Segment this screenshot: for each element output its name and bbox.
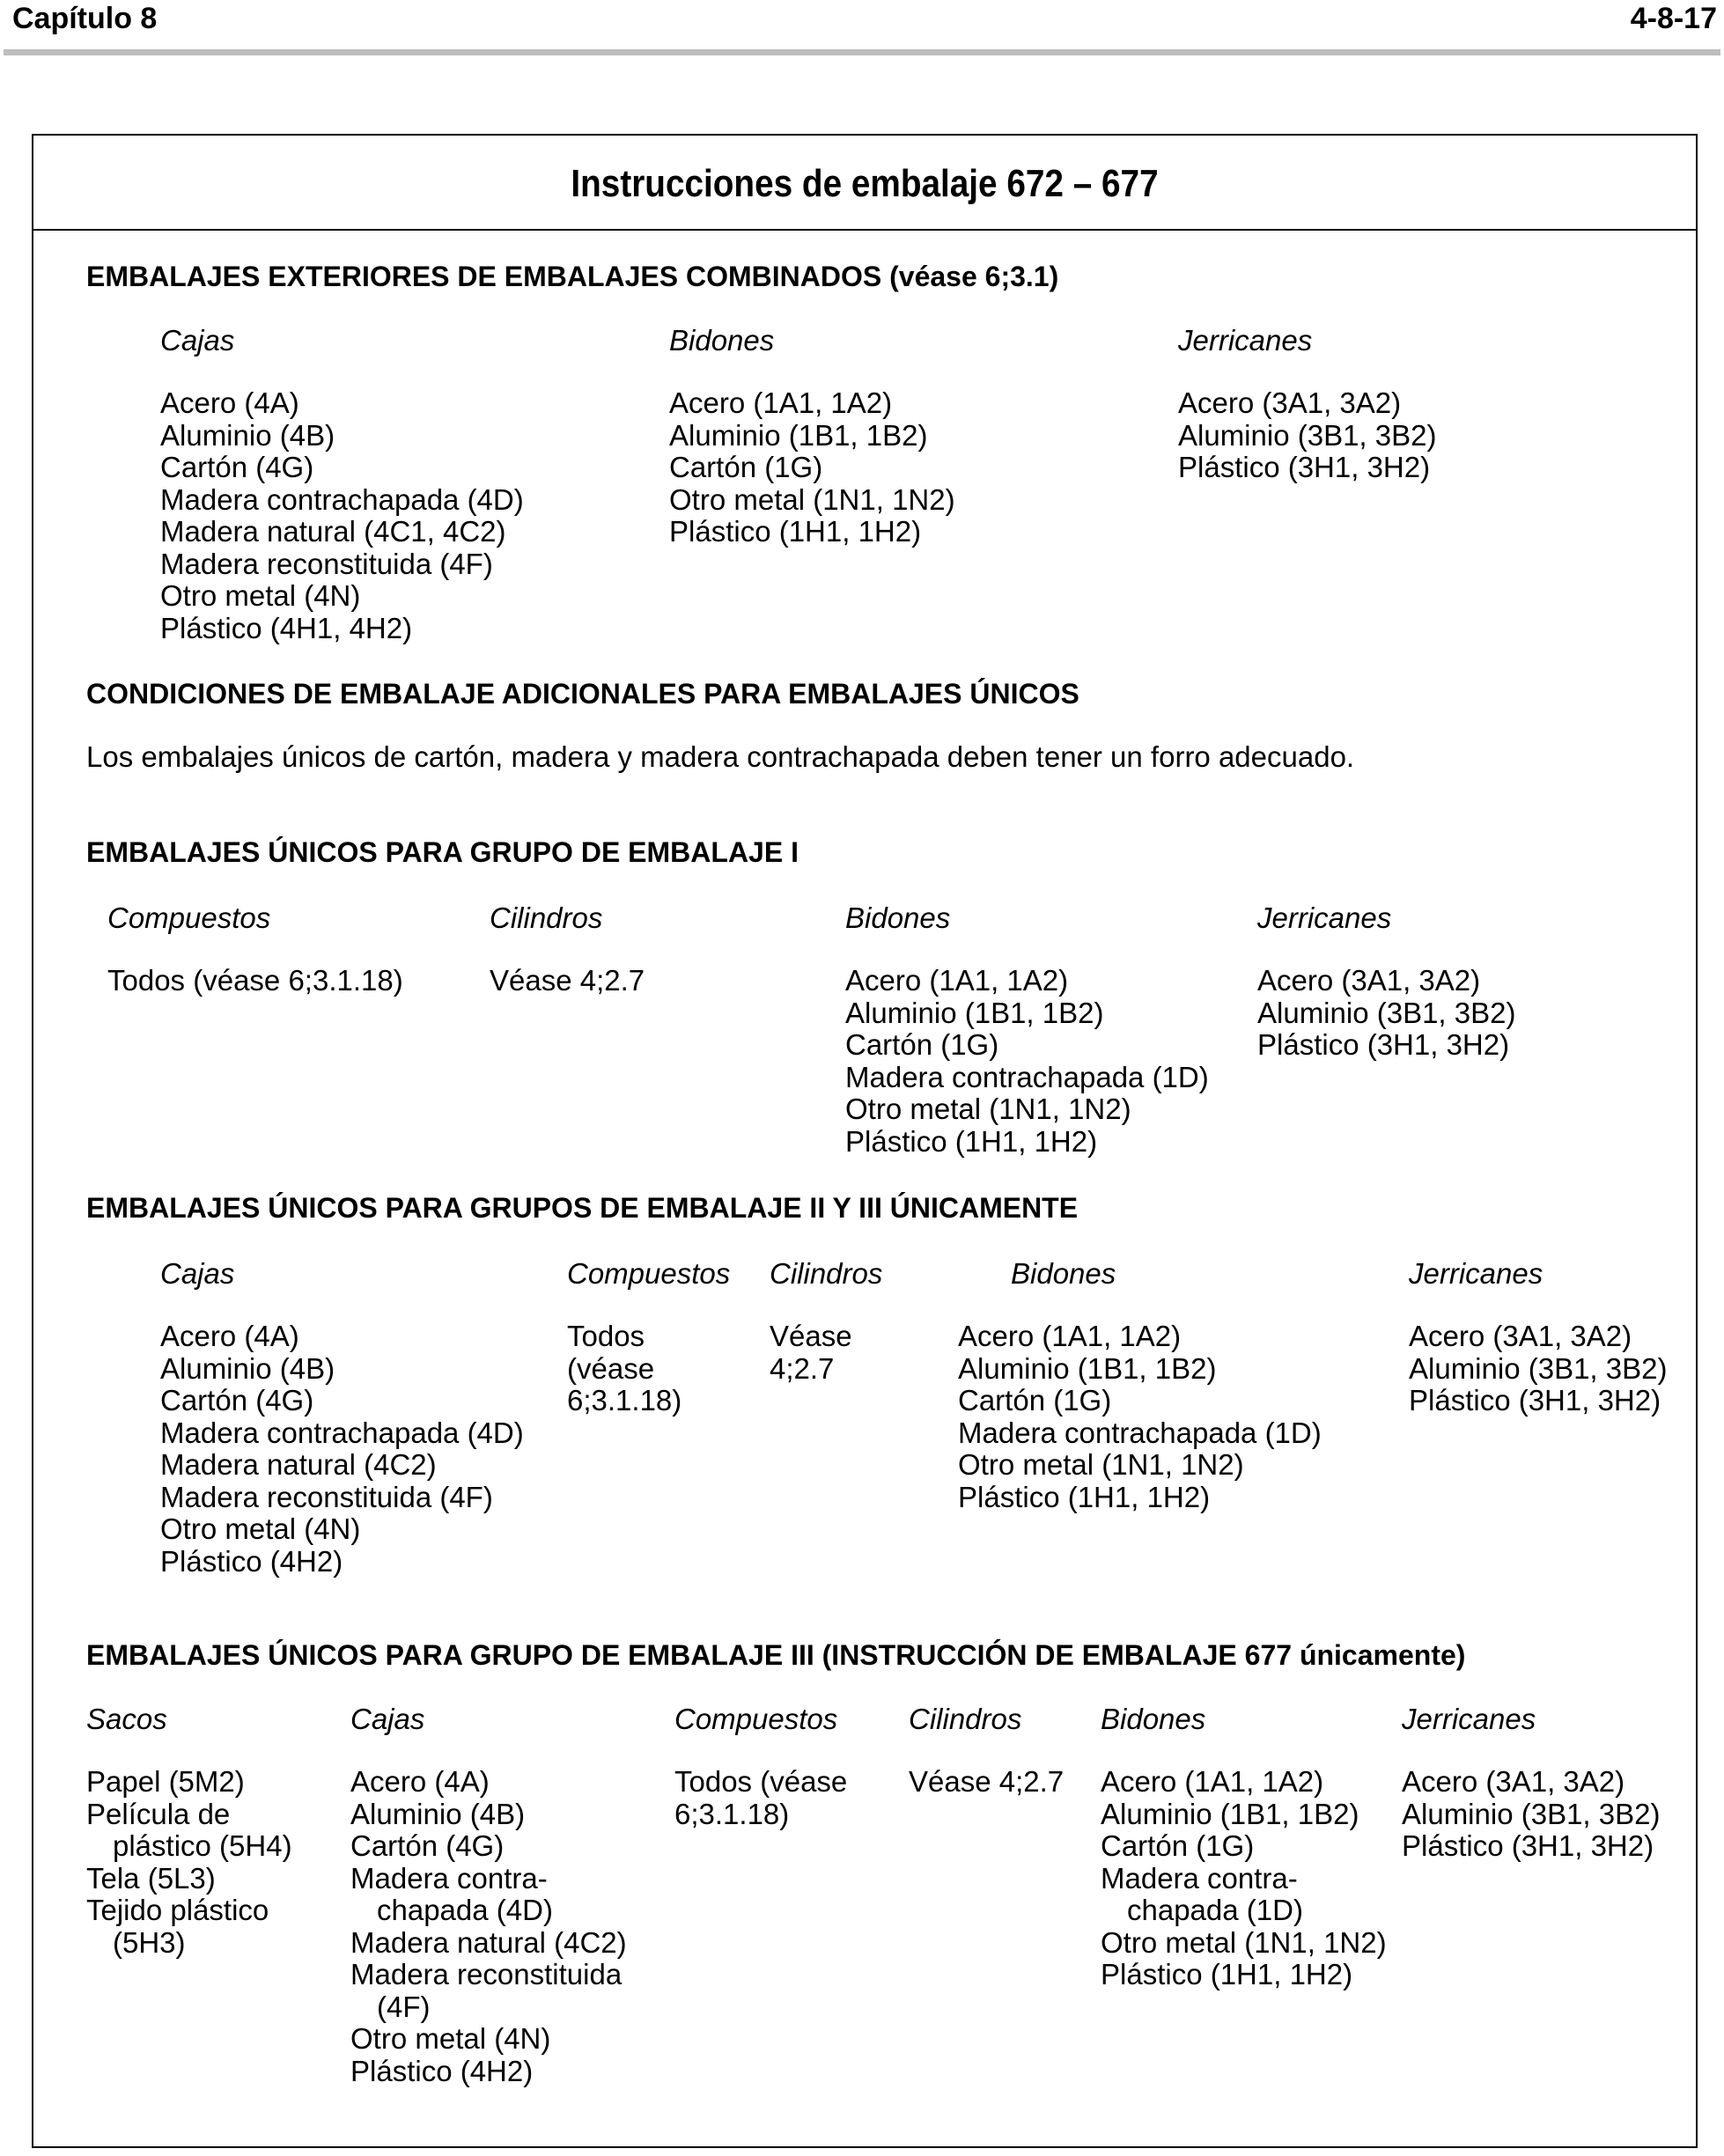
list-item: Madera reconstituida	[350, 1958, 623, 1990]
list-item: Véase	[770, 1320, 852, 1352]
list-item: Madera reconstituida (4F)	[160, 1480, 493, 1513]
s4-col-cajas-head: Cajas	[160, 1257, 235, 1290]
s5-col-jerricanes-list	[1402, 1766, 1660, 1863]
list-item: Cartón (4G)	[350, 1829, 505, 1862]
list-item: Plástico (4H1, 4H2)	[160, 611, 413, 644]
list-item: Aluminio (1B1, 1B2)	[1101, 1797, 1359, 1830]
s5-col-sacos-list	[86, 1766, 292, 1959]
list-item: Plástico (1H1, 1H2)	[669, 515, 922, 548]
list-item: Plástico (1H1, 1H2)	[958, 1480, 1211, 1513]
s5-col-cilindros-head: Cilindros	[909, 1703, 1022, 1735]
s1-col-bidones-list	[669, 387, 955, 548]
list-item: Acero (3A1, 3A2)	[1409, 1320, 1632, 1352]
list-item: plástico (5H4)	[113, 1829, 292, 1862]
list-item: (5H3)	[113, 1925, 186, 1959]
section5-heading: EMBALAJES ÚNICOS PARA GRUPO DE EMBALAJE III (INSTRUCCIÓN DE EMBALAJE 677 únicamente)	[86, 1639, 1466, 1671]
s5-col-bidones-head: Bidones	[1101, 1703, 1206, 1735]
s5-col-cajas-list	[350, 1766, 627, 2087]
list-item: Otro metal (1N1, 1N2)	[845, 1093, 1131, 1125]
s1-col-cajas-list	[160, 387, 524, 644]
section1-heading: EMBALAJES EXTERIORES DE EMBALAJES COMBINADOS (véase 6;3.1)	[86, 261, 1059, 292]
list-item: Cartón (1G)	[1101, 1829, 1255, 1862]
list-item: chapada (1D)	[1127, 1894, 1303, 1926]
list-item: Aluminio (1B1, 1B2)	[669, 418, 928, 452]
list-item: Madera contrachapada (4D)	[160, 1416, 524, 1449]
list-item: 6;3.1.18)	[674, 1797, 790, 1830]
header-rule	[4, 49, 1720, 55]
list-item: Tela (5L3)	[86, 1861, 216, 1895]
list-item: (4F)	[377, 1990, 431, 2023]
list-item: Aluminio (4B)	[160, 418, 335, 452]
list-item: Acero (4A)	[350, 1765, 490, 1798]
s5-col-cilindros-list	[909, 1766, 1064, 1799]
list-item: Madera contrachapada (1D)	[845, 1060, 1209, 1093]
list-item: Aluminio (3B1, 3B2)	[1402, 1797, 1661, 1830]
list-item: Plástico (1H1, 1H2)	[845, 1124, 1098, 1158]
s5-col-bidones-list	[1101, 1766, 1387, 1991]
s3-col-bidones-list	[845, 965, 1209, 1158]
list-item: Madera contrachapada (4D)	[160, 482, 524, 516]
section3-heading: EMBALAJES ÚNICOS PARA GRUPO DE EMBALAJE I	[86, 836, 799, 868]
s4-col-cilindros-list	[770, 1321, 852, 1385]
list-item: (véase	[567, 1351, 655, 1385]
section2-text: Los embalajes únicos de cartón, madera y madera contrachapada deben tener un forro adecuado.	[86, 740, 1355, 773]
list-item: Papel (5M2)	[86, 1765, 245, 1798]
list-item: Aluminio (4B)	[350, 1797, 526, 1830]
instructions-box	[32, 134, 1698, 2148]
s4-col-jerricanes-list	[1409, 1321, 1667, 1417]
list-item: Aluminio (4B)	[160, 1351, 335, 1385]
list-item: Todos	[567, 1320, 645, 1352]
list-item: Otro metal (1N1, 1N2)	[1101, 1925, 1387, 1959]
s4-col-compuestos-list	[567, 1321, 681, 1417]
s5-col-sacos-head: Sacos	[86, 1703, 167, 1735]
list-item: Cartón (1G)	[845, 1028, 999, 1061]
list-item: Tejido plástico	[86, 1894, 269, 1926]
list-item: Acero (1A1, 1A2)	[1101, 1765, 1324, 1798]
list-item: Aluminio (3B1, 3B2)	[1257, 996, 1516, 1029]
list-item: Aluminio (1B1, 1B2)	[958, 1351, 1217, 1385]
list-item: Madera natural (4C2)	[350, 1925, 627, 1959]
s1-col-jerricanes-list	[1178, 387, 1436, 484]
list-item: Madera natural (4C2)	[160, 1448, 437, 1481]
s3-col-jerricanes-list	[1257, 965, 1515, 1062]
list-item: Acero (1A1, 1A2)	[669, 386, 893, 419]
list-item: Madera contra-	[350, 1861, 548, 1895]
list-item: Otro metal (1N1, 1N2)	[958, 1448, 1244, 1481]
list-item: Cartón (4G)	[160, 451, 314, 483]
s4-col-bidones-list	[958, 1321, 1322, 1513]
list-item: Plástico (3H1, 3H2)	[1402, 1829, 1654, 1862]
list-item: Otro metal (4N)	[160, 1512, 361, 1545]
list-item: Madera natural (4C1, 4C2)	[160, 515, 506, 548]
list-item: Cartón (1G)	[958, 1384, 1112, 1416]
s1-col-bidones-head: Bidones	[669, 324, 775, 357]
list-item: Véase 4;2.7	[909, 1765, 1065, 1798]
list-item: Acero (3A1, 3A2)	[1402, 1765, 1625, 1798]
page-header	[0, 0, 1724, 62]
s4-col-jerricanes-head: Jerricanes	[1409, 1257, 1543, 1290]
list-item: Cartón (1G)	[669, 451, 823, 483]
list-item: Véase 4;2.7	[490, 964, 645, 997]
list-item: Acero (4A)	[160, 1320, 299, 1352]
list-item: Aluminio (1B1, 1B2)	[845, 996, 1104, 1029]
list-item: Plástico (1H1, 1H2)	[1101, 1958, 1353, 1990]
chapter-label: Capítulo 8	[12, 2, 158, 35]
list-item: Todos (véase	[674, 1765, 848, 1798]
date-label: 4-8-17	[1630, 2, 1717, 35]
list-item: Película de	[86, 1797, 231, 1830]
list-item: Cartón (4G)	[160, 1384, 314, 1416]
s1-col-cajas-head: Cajas	[160, 324, 235, 357]
list-item: Acero (3A1, 3A2)	[1178, 386, 1402, 419]
list-item: chapada (4D)	[377, 1894, 553, 1926]
s4-col-compuestos-head: Compuestos	[567, 1257, 731, 1290]
list-item: Acero (1A1, 1A2)	[845, 964, 1069, 997]
list-item: Otro metal (4N)	[160, 579, 361, 612]
title-row	[33, 136, 1696, 231]
list-item: Acero (3A1, 3A2)	[1257, 964, 1481, 997]
list-item: Plástico (3H1, 3H2)	[1178, 451, 1431, 483]
list-item: Plástico (4H2)	[160, 1544, 343, 1578]
list-item: Plástico (3H1, 3H2)	[1257, 1028, 1510, 1061]
list-item: Plástico (3H1, 3H2)	[1409, 1384, 1661, 1416]
s5-col-jerricanes-head: Jerricanes	[1402, 1703, 1536, 1735]
list-item: Aluminio (3B1, 3B2)	[1178, 418, 1437, 452]
s3-col-compuestos-head: Compuestos	[107, 901, 271, 934]
list-item: Todos (véase 6;3.1.18)	[107, 964, 403, 997]
s3-col-bidones-head: Bidones	[845, 901, 951, 934]
s4-col-cajas-list	[160, 1321, 524, 1578]
s3-col-compuestos-list	[107, 965, 403, 997]
s3-col-jerricanes-head: Jerricanes	[1257, 901, 1392, 934]
s1-col-jerricanes-head: Jerricanes	[1178, 324, 1313, 357]
section4-heading: EMBALAJES ÚNICOS PARA GRUPOS DE EMBALAJE II Y III ÚNICAMENTE	[86, 1192, 1079, 1224]
list-item: Madera reconstituida (4F)	[160, 547, 493, 580]
section2-heading: CONDICIONES DE EMBALAJE ADICIONALES PARA EMBALAJES ÚNICOS	[86, 678, 1079, 710]
page-title: Instrucciones de embalaje 672 – 677	[571, 162, 1159, 205]
list-item: Aluminio (3B1, 3B2)	[1409, 1351, 1668, 1385]
list-item: 6;3.1.18)	[567, 1384, 682, 1416]
list-item: Acero (1A1, 1A2)	[958, 1320, 1182, 1352]
list-item: Madera contrachapada (1D)	[958, 1416, 1322, 1449]
s4-col-cilindros-head: Cilindros	[770, 1257, 883, 1290]
list-item: Plástico (4H2)	[350, 2054, 534, 2087]
s3-col-cilindros-head: Cilindros	[490, 901, 603, 934]
s4-col-bidones-head: Bidones	[1011, 1257, 1116, 1290]
list-item: Madera contra-	[1101, 1861, 1298, 1895]
s5-col-cajas-head: Cajas	[350, 1703, 425, 1735]
list-item: Otro metal (1N1, 1N2)	[669, 482, 955, 516]
list-item: 4;2.7	[770, 1351, 835, 1385]
s5-col-compuestos-list	[674, 1766, 847, 1830]
s3-col-cilindros-list	[490, 965, 645, 997]
list-item: Acero (4A)	[160, 386, 299, 419]
s5-col-compuestos-head: Compuestos	[674, 1703, 838, 1735]
list-item: Otro metal (4N)	[350, 2022, 551, 2055]
